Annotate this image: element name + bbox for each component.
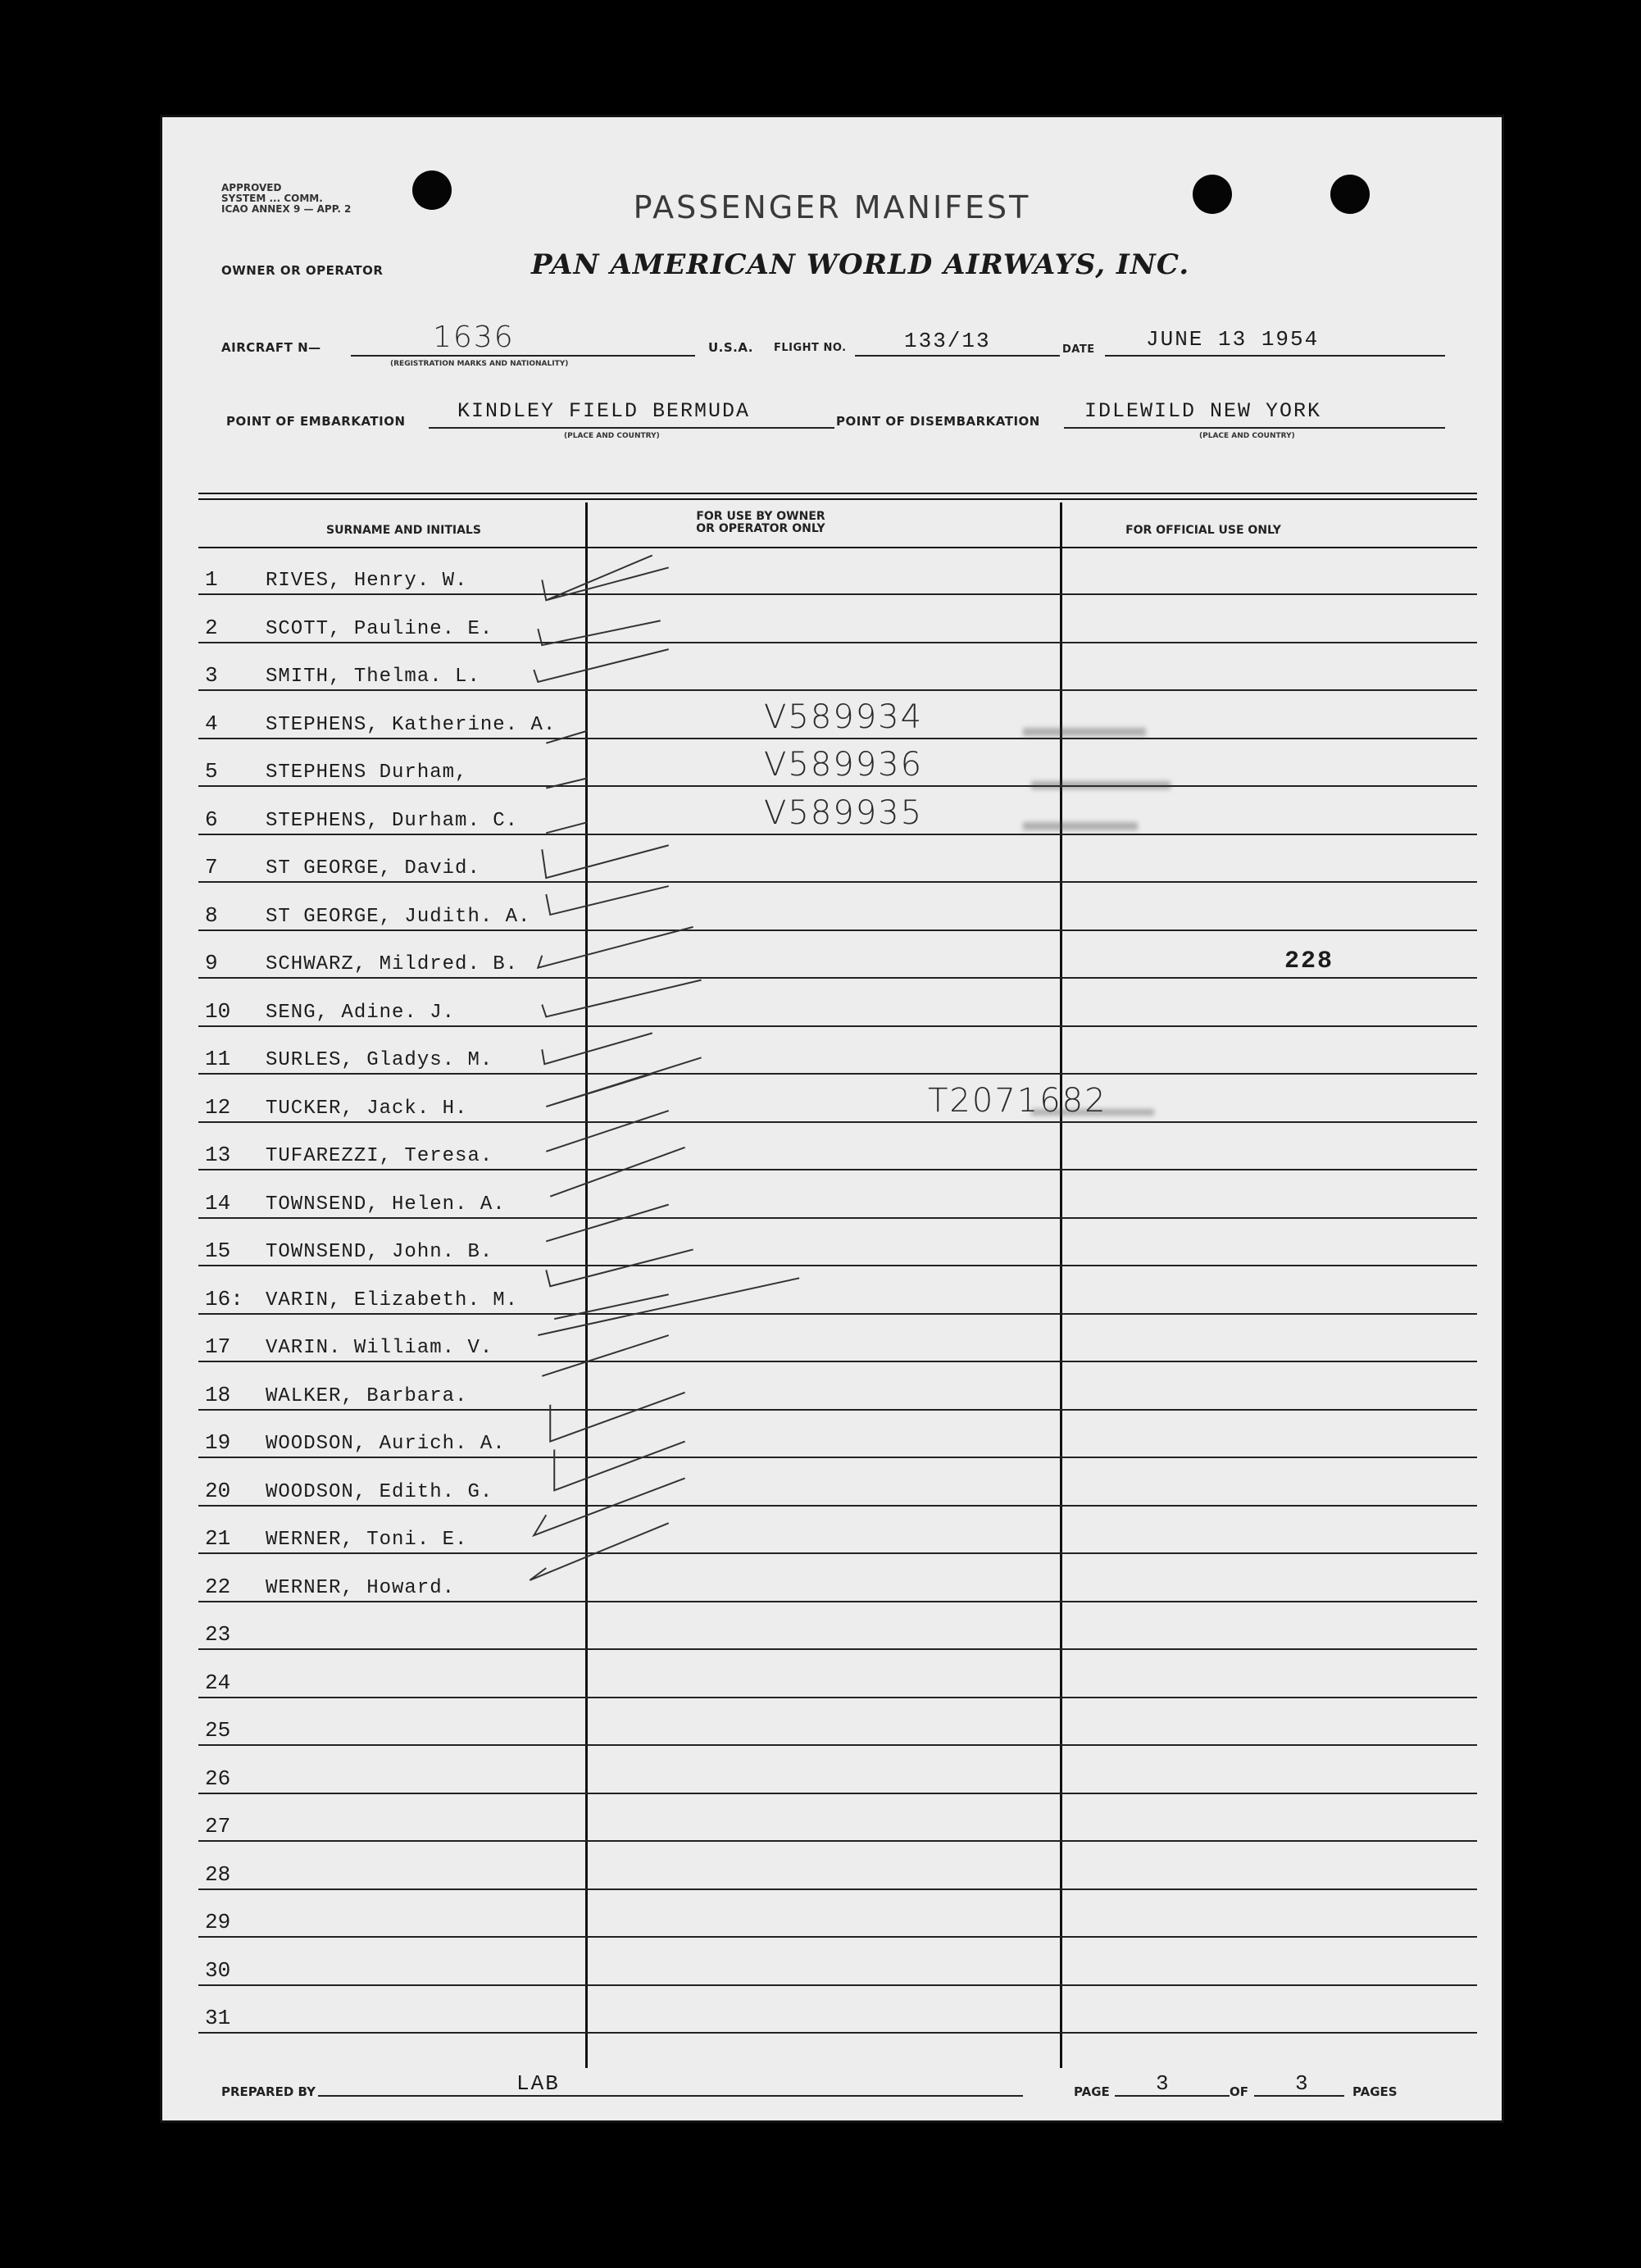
- passenger-name: WALKER, Barbara.: [266, 1384, 468, 1407]
- embark-value: KINDLEY FIELD BERMUDA: [457, 399, 751, 423]
- table-row: [198, 1746, 1477, 1794]
- table-top-rule: [198, 498, 1477, 500]
- approval-line: ICAO ANNEX 9 — APP. 2: [221, 203, 352, 215]
- passenger-name: TOWNSEND, John. B.: [266, 1241, 493, 1263]
- manifest-sheet: [160, 115, 1504, 2123]
- passenger-name: TUFAREZZI, Teresa.: [266, 1145, 493, 1167]
- owner-column-header: [621, 511, 900, 535]
- table-row: [198, 787, 1477, 835]
- erasure-smudge: [1023, 822, 1138, 830]
- table-row: [198, 1985, 1477, 2034]
- handwritten-mark: V589936: [764, 746, 924, 784]
- row-number: 7: [205, 855, 218, 879]
- row-number: 1: [205, 567, 218, 592]
- table-row: [198, 1554, 1477, 1602]
- table-row: [198, 1889, 1477, 1938]
- table-row: [198, 643, 1477, 691]
- table-row: [198, 1698, 1477, 1746]
- passenger-name: WERNER, Toni. E.: [266, 1529, 468, 1551]
- passenger-name: STEPHENS, Durham. C.: [266, 809, 519, 832]
- official-column-header: FOR OFFICIAL USE ONLY: [1125, 524, 1281, 537]
- erasure-smudge: [1031, 781, 1171, 789]
- passenger-name: STEPHENS Durham,: [266, 761, 468, 784]
- passenger-name: VARIN. William. V.: [266, 1337, 493, 1359]
- passenger-name: WERNER, Howard.: [266, 1576, 456, 1599]
- pages-value: 3: [1295, 2071, 1310, 2096]
- official-entry: 228: [1284, 948, 1334, 975]
- embark-sublabel: (PLACE AND COUNTRY): [564, 432, 660, 440]
- date-label: DATE: [1062, 343, 1095, 356]
- table-row: [198, 1938, 1477, 1986]
- table-row: [198, 1314, 1477, 1362]
- row-number: 26: [205, 1766, 231, 1791]
- table-row: [198, 1650, 1477, 1698]
- row-number: 20: [205, 1478, 231, 1503]
- row-rule: [198, 2032, 1477, 2034]
- table-row: [198, 1075, 1477, 1123]
- passenger-name: ST GEORGE, David.: [266, 857, 480, 879]
- aircraft-value: 1636: [433, 320, 515, 354]
- row-number: 15: [205, 1239, 231, 1263]
- passenger-name: STEPHENS, Katherine. A.: [266, 713, 557, 736]
- table-row: [198, 1362, 1477, 1411]
- passenger-name: SENG, Adine. J.: [266, 1001, 456, 1024]
- passenger-name: SCOTT, Pauline. E.: [266, 617, 493, 640]
- embark-label: POINT OF EMBARKATION: [226, 414, 406, 429]
- handwritten-mark: V589935: [764, 793, 924, 832]
- approval-line: APPROVED: [221, 182, 282, 193]
- table-row: [198, 595, 1477, 643]
- surname-column-header: SURNAME AND INITIALS: [326, 524, 481, 537]
- row-number: 2: [205, 615, 218, 640]
- aircraft-underline: [351, 355, 695, 357]
- passenger-name: SCHWARZ, Mildred. B.: [266, 953, 519, 975]
- table-row: [198, 1458, 1477, 1507]
- row-number: 14: [205, 1190, 231, 1216]
- row-number: 8: [205, 902, 218, 928]
- row-number: 22: [205, 1574, 231, 1599]
- table-row: [198, 979, 1477, 1027]
- page-title: PASSENGER MANIFEST: [633, 189, 1031, 225]
- passenger-name: TOWNSEND, Helen. A.: [266, 1193, 506, 1216]
- row-number: 28: [205, 1861, 231, 1887]
- flight-underline: [855, 355, 1060, 357]
- table-row: [198, 1170, 1477, 1219]
- flight-value: 133/13: [904, 329, 991, 353]
- erasure-smudge: [1023, 728, 1146, 736]
- flight-label: FLIGHT NO.: [774, 342, 847, 354]
- passenger-name: ST GEORGE, Judith. A.: [266, 905, 531, 928]
- date-underline: [1105, 355, 1445, 357]
- table-row: [198, 1602, 1477, 1650]
- table-row: [198, 1842, 1477, 1890]
- row-number: 11: [205, 1047, 231, 1071]
- table-row: [198, 1122, 1477, 1170]
- of-label: OF: [1230, 2084, 1248, 2099]
- handwritten-mark: V589934: [764, 698, 924, 736]
- passenger-name: WOODSON, Aurich. A.: [266, 1433, 506, 1455]
- prepared-label: PREPARED BY: [221, 2084, 316, 2099]
- disembark-underline: [1064, 427, 1445, 429]
- row-number: 29: [205, 1910, 231, 1934]
- owner-header-line: FOR USE BY OWNER: [696, 510, 825, 523]
- passenger-name: WOODSON, Edith. G.: [266, 1480, 493, 1503]
- row-number: 18: [205, 1382, 231, 1407]
- owner-header-line: OR OPERATOR ONLY: [696, 522, 825, 535]
- table-row: [198, 883, 1477, 931]
- date-value: JUNE 13 1954: [1146, 327, 1320, 352]
- erasure-smudge: [1031, 1109, 1154, 1116]
- row-number: 9: [205, 951, 218, 975]
- row-number: 30: [205, 1957, 231, 1983]
- prepared-value: LAB: [516, 2071, 560, 2096]
- pages-label: PAGES: [1352, 2084, 1398, 2099]
- disembark-value: IDLEWILD NEW YORK: [1084, 399, 1322, 423]
- page-value: 3: [1156, 2071, 1171, 2096]
- passenger-name: TUCKER, Jack. H.: [266, 1097, 468, 1120]
- table-row: [198, 1266, 1477, 1315]
- row-number: 13: [205, 1143, 231, 1167]
- table-top-rule: [198, 493, 1477, 494]
- table-row: [198, 1793, 1477, 1842]
- usa-label: U.S.A.: [708, 340, 753, 355]
- row-number: 21: [205, 1526, 231, 1551]
- disembark-label: POINT OF DISEMBARKATION: [836, 414, 1040, 429]
- row-number: 31: [205, 2006, 231, 2030]
- passenger-name: SURLES, Gladys. M.: [266, 1049, 493, 1071]
- row-number: 23: [205, 1622, 231, 1647]
- aircraft-label: AIRCRAFT N—: [221, 340, 321, 355]
- table-row: [198, 547, 1477, 595]
- table-row: [198, 1410, 1477, 1458]
- row-number: 12: [205, 1094, 231, 1120]
- row-number: 17: [205, 1334, 231, 1359]
- owner-label: OWNER OR OPERATOR: [221, 263, 384, 278]
- passenger-name: RIVES, Henry. W.: [266, 570, 468, 592]
- approval-line: SYSTEM ... COMM.: [221, 193, 323, 204]
- prepared-underline: [318, 2095, 1023, 2097]
- row-number: 19: [205, 1430, 231, 1455]
- handwritten-mark: T2071682: [928, 1081, 1107, 1120]
- row-number: 4: [205, 711, 218, 736]
- row-number: 25: [205, 1718, 231, 1743]
- table-row: [198, 1218, 1477, 1266]
- embark-underline: [429, 427, 834, 429]
- row-number: 10: [205, 998, 231, 1024]
- table-row: [198, 930, 1477, 979]
- row-number: 24: [205, 1670, 231, 1695]
- page-label: PAGE: [1074, 2084, 1110, 2099]
- table-row: [198, 834, 1477, 883]
- row-number: 27: [205, 1814, 231, 1838]
- table-row: [198, 739, 1477, 787]
- operator-name: PAN AMERICAN WORLD AIRWAYS, INC.: [531, 248, 1190, 281]
- passenger-name: SMITH, Thelma. L.: [266, 666, 480, 688]
- aircraft-sublabel: (REGISTRATION MARKS AND NATIONALITY): [390, 360, 569, 368]
- table-row: [198, 1026, 1477, 1075]
- row-number: 6: [205, 807, 218, 832]
- page-underline: [1115, 2095, 1230, 2097]
- passenger-name: VARIN, Elizabeth. M.: [266, 1289, 519, 1311]
- row-number: 16:: [205, 1286, 243, 1311]
- table-row: [198, 691, 1477, 739]
- table-row: [198, 1506, 1477, 1554]
- disembark-sublabel: (PLACE AND COUNTRY): [1199, 432, 1295, 440]
- row-number: 3: [205, 663, 218, 688]
- row-number: 5: [205, 759, 218, 784]
